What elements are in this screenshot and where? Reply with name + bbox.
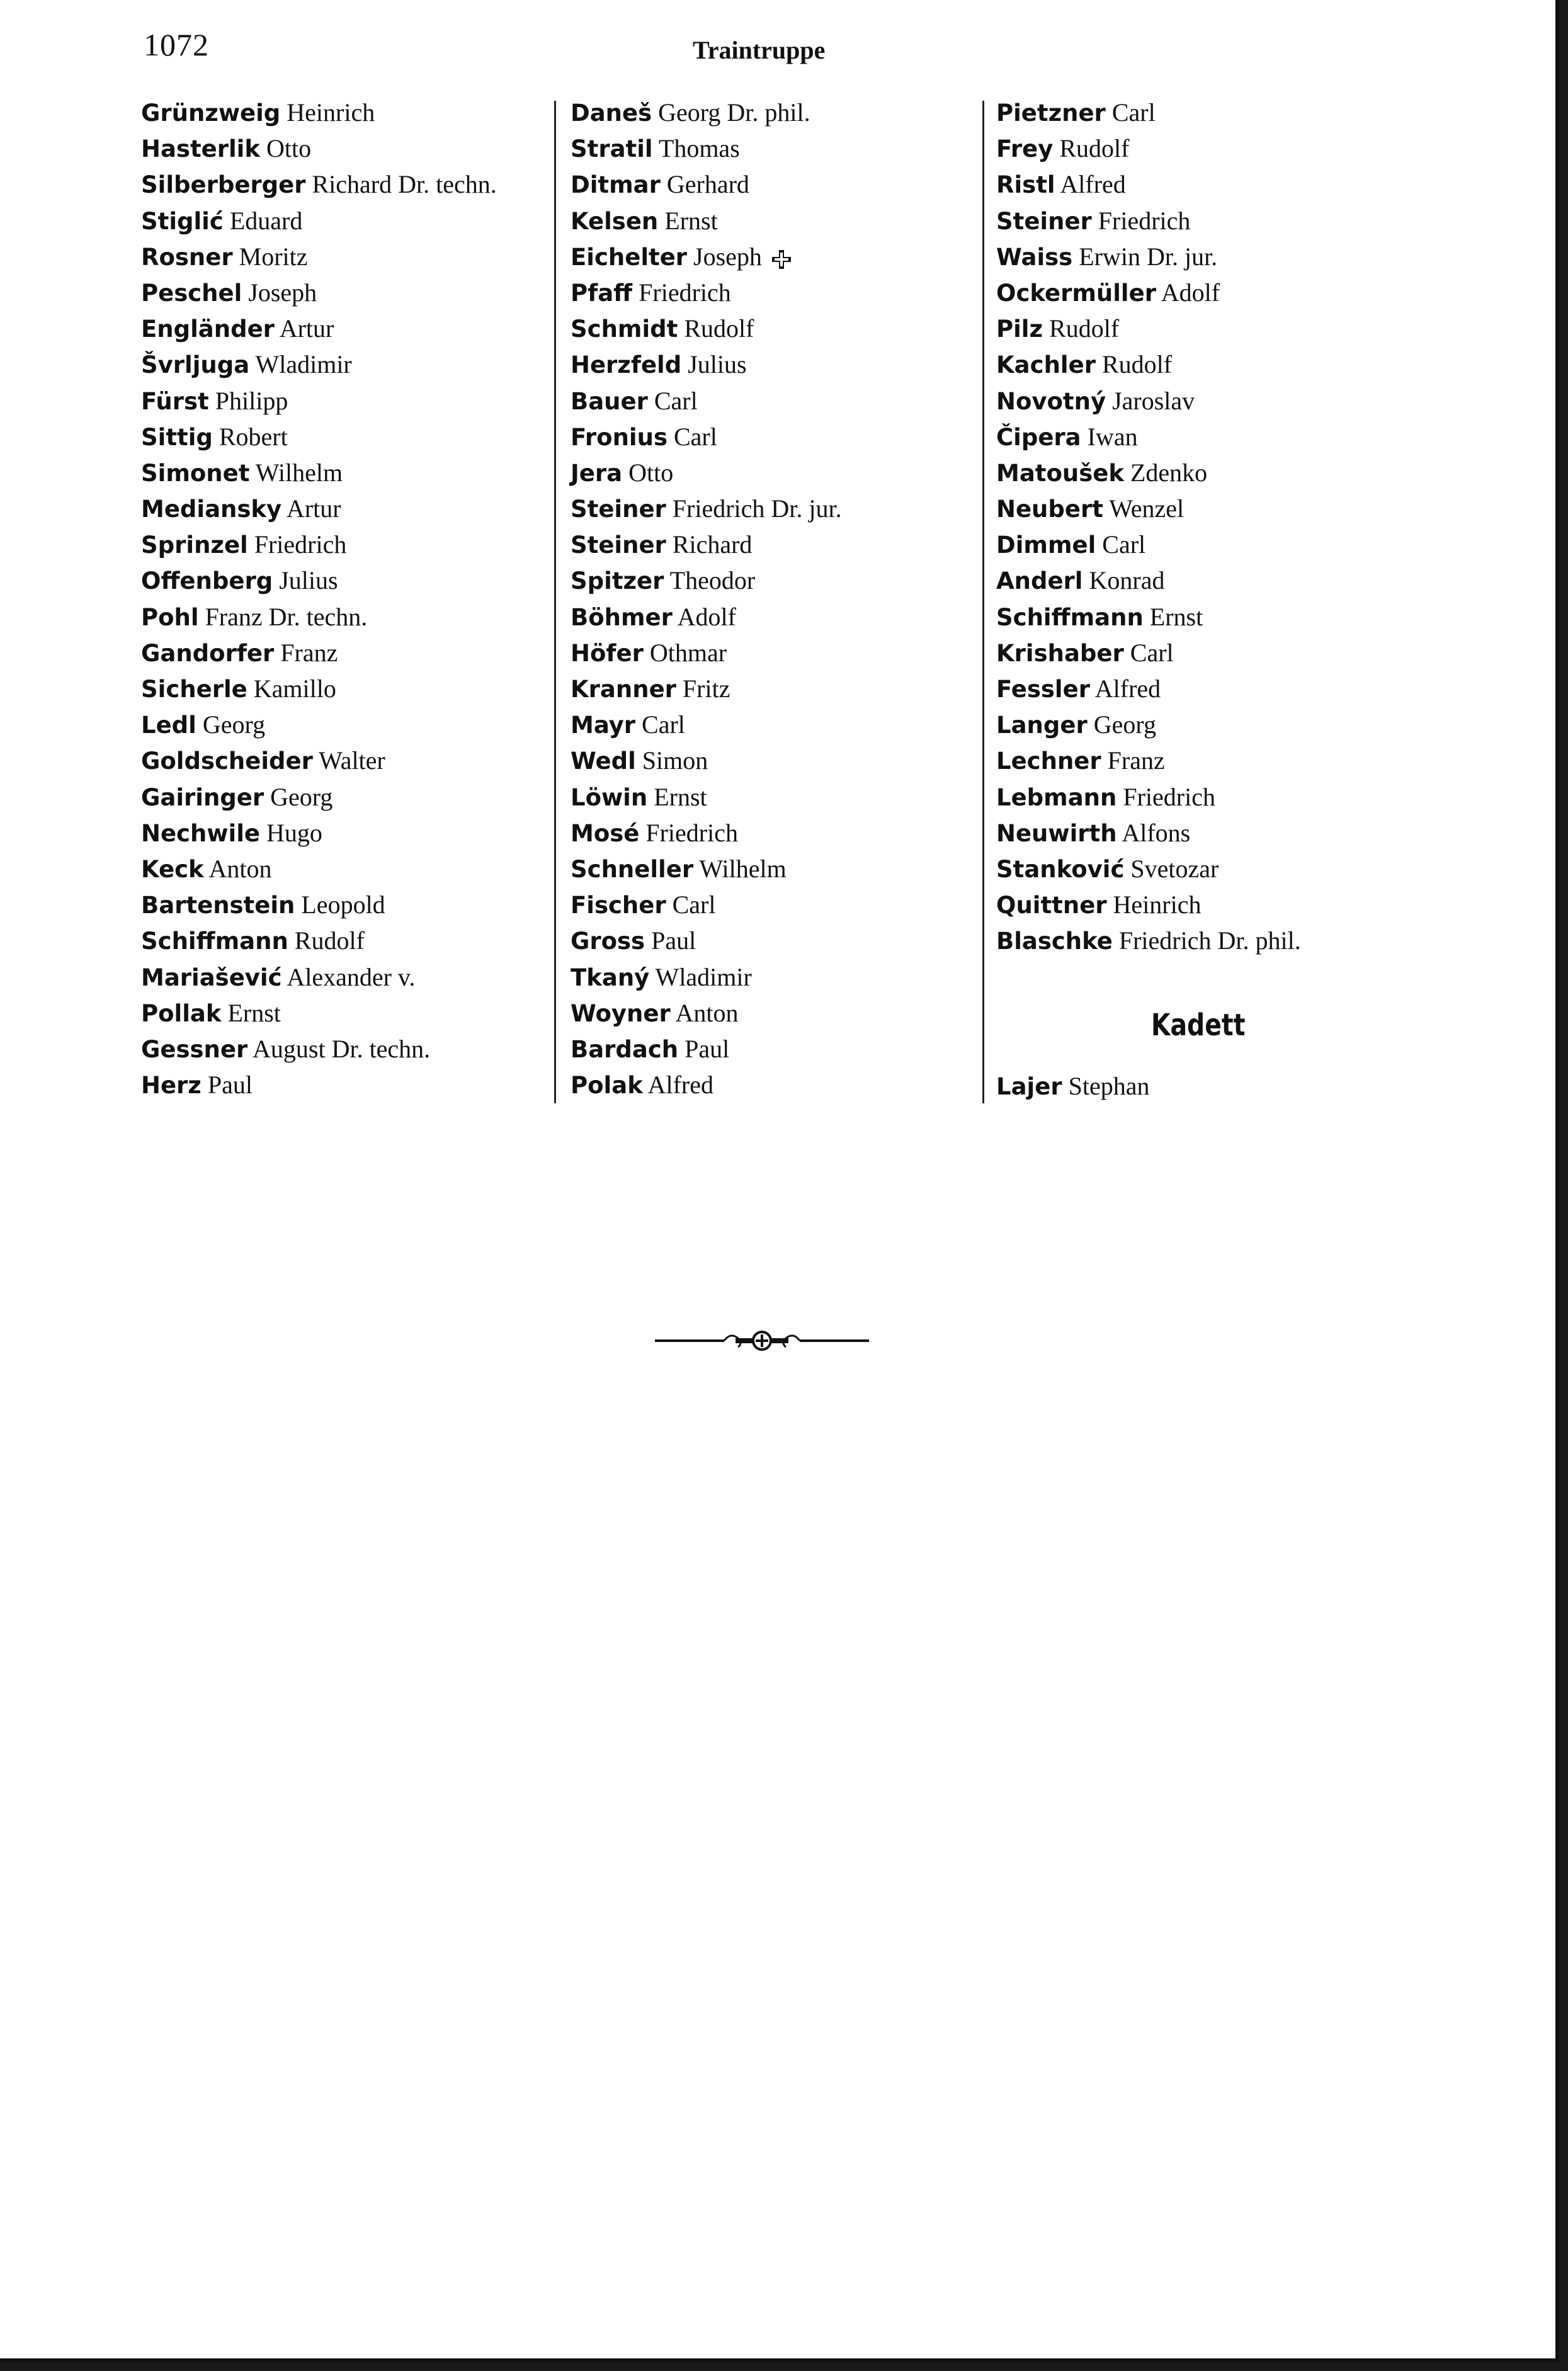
entry-given-name: Wilhelm (249, 458, 343, 487)
entry-given-name: Hugo (259, 818, 322, 847)
name-entry (996, 815, 1399, 851)
entry-surname: Matoušek (996, 459, 1124, 487)
name-entry (996, 491, 1399, 526)
entry-given-name: Rudolf (678, 314, 754, 343)
entry-given-name: Rudolf (1053, 134, 1130, 163)
entry-given-name: Theodor (664, 566, 756, 595)
entry-surname: Mariašević (141, 964, 282, 991)
name-entry (141, 526, 544, 562)
page-number: 1072 (144, 27, 209, 62)
name-entry (571, 166, 974, 202)
entry-given-name: Alfred (642, 1071, 713, 1100)
entry-surname: Kachler (996, 351, 1096, 379)
name-entry (996, 779, 1399, 815)
entry-surname: Stanković (996, 855, 1125, 883)
entry-given-name: Robert (212, 422, 288, 451)
name-entry (571, 1067, 974, 1103)
name-entry (996, 562, 1399, 598)
name-entry (571, 491, 974, 526)
entry-surname: Daneš (571, 100, 652, 127)
name-entry (571, 671, 974, 707)
entry-surname: Schmidt (571, 316, 678, 343)
entry-given-name: Heinrich (1106, 890, 1202, 919)
entry-given-name: Richard Dr. techn. (305, 170, 497, 199)
entry-surname: Jera (571, 459, 623, 487)
entry-surname: Stratil (571, 135, 653, 163)
name-entry (996, 130, 1399, 166)
name-entry (141, 742, 544, 778)
entry-given-name: Wladimir (649, 962, 752, 991)
entry-surname: Ockermüller (996, 279, 1156, 307)
entry-given-name: Carl (647, 386, 698, 415)
entry-surname: Sprinzel (141, 532, 248, 559)
entry-surname: Mosé (571, 819, 640, 847)
entry-given-name: Georg (264, 782, 333, 811)
column-divider-2 (982, 101, 984, 1103)
entry-given-name: Georg (1087, 710, 1156, 739)
entry-given-name: Iwan (1081, 422, 1138, 451)
entry-surname: Steiner (571, 496, 666, 523)
entry-surname: Schiffmann (141, 928, 288, 955)
entry-given-name: Jaroslav (1106, 386, 1195, 415)
name-entry (996, 742, 1399, 778)
name-entry (571, 419, 974, 455)
entry-surname: Offenberg (141, 567, 273, 595)
name-entry (141, 707, 544, 742)
name-entry (141, 275, 544, 310)
name-entry (141, 671, 544, 707)
entry-given-name: Friedrich (639, 818, 738, 847)
column-divider-1 (554, 101, 556, 1103)
entry-given-name: Kamillo (247, 674, 336, 703)
name-entry (996, 275, 1399, 310)
name-entry (141, 1031, 544, 1067)
entry-surname: Pohl (141, 603, 199, 631)
entry-given-name: Anton (203, 854, 272, 883)
name-entry (141, 815, 544, 851)
entry-given-name: Richard (666, 530, 753, 559)
entry-surname: Kranner (571, 676, 676, 703)
entry-surname: Pollak (141, 999, 222, 1027)
entry-given-name: Artur (274, 314, 334, 343)
entry-surname: Lajer (996, 1073, 1062, 1100)
entry-given-name: Alfons (1116, 818, 1191, 847)
name-entry (571, 383, 974, 419)
name-entry (996, 383, 1399, 419)
name-entry (996, 599, 1399, 635)
entry-surname: Mediansky (141, 496, 282, 523)
entry-given-name: Friedrich (632, 278, 731, 307)
entry-surname: Gessner (141, 1035, 248, 1063)
entry-given-name: Artur (281, 494, 341, 523)
name-entry (996, 419, 1399, 455)
name-entry (996, 310, 1399, 346)
entry-given-name: Joseph (242, 278, 317, 307)
entry-given-name: August Dr. techn. (247, 1034, 431, 1063)
entry-given-name: Julius (681, 350, 747, 379)
entry-surname: Peschel (141, 279, 242, 307)
entry-surname: Hasterlik (141, 135, 260, 163)
name-column-2 (571, 94, 974, 1103)
name-entry (996, 635, 1399, 671)
entry-surname: Steiner (996, 207, 1092, 235)
entry-given-name: Rudolf (288, 926, 365, 955)
entry-given-name: Franz Dr. techn. (198, 602, 368, 631)
name-entry (141, 995, 544, 1031)
entry-given-name: Carl (635, 710, 685, 739)
entry-given-name: Georg Dr. phil. (652, 98, 810, 127)
entry-surname: Schneller (571, 855, 694, 883)
entry-surname: Höfer (571, 639, 644, 667)
entry-surname: Gandorfer (141, 639, 275, 667)
name-entry (571, 346, 974, 382)
entry-given-name: Stephan (1062, 1072, 1150, 1100)
name-entry (571, 455, 974, 491)
name-entry (141, 346, 544, 382)
entry-given-name: Friedrich (1116, 782, 1215, 811)
name-entry (571, 203, 974, 239)
entry-surname: Quittner (996, 892, 1107, 919)
entry-surname: Wedl (571, 748, 636, 775)
entry-given-name: Paul (645, 926, 696, 955)
entry-given-name: Franz (1101, 746, 1165, 775)
entry-given-name: Rudolf (1043, 314, 1120, 343)
entry-surname: Neubert (996, 496, 1103, 523)
entry-given-name: Otto (259, 134, 312, 163)
entry-surname: Löwin (571, 783, 648, 811)
name-entry (141, 1067, 544, 1103)
entry-given-name: Rudolf (1095, 350, 1173, 379)
entry-given-name: Ernst (647, 782, 707, 811)
entry-surname: Eichelter (571, 243, 688, 271)
entry-surname: Keck (141, 855, 204, 883)
entry-surname: Ristl (996, 171, 1055, 199)
name-entry (141, 383, 544, 419)
name-entry (571, 887, 974, 923)
entry-given-name: Erwin Dr. jur. (1072, 242, 1218, 271)
name-entry (141, 851, 544, 887)
name-entry (141, 239, 544, 275)
name-entry (996, 851, 1399, 887)
decorative-ornament-icon (655, 1325, 869, 1356)
entry-surname: Nechwile (141, 819, 260, 847)
entry-given-name: Friedrich Dr. jur. (666, 494, 842, 523)
name-entry (571, 959, 974, 995)
name-entry (571, 130, 974, 166)
entry-surname: Neuwirth (996, 819, 1117, 847)
entry-surname: Fürst (141, 387, 209, 415)
entry-given-name: Friedrich (1091, 206, 1191, 235)
section-heading-kadett: Kadett (1151, 1008, 1246, 1043)
entry-surname: Sittig (141, 423, 213, 451)
name-entry (141, 130, 544, 166)
name-entry (996, 671, 1399, 707)
entry-given-name: Walter (312, 746, 385, 775)
name-entry (141, 635, 544, 671)
entry-given-name: Carl (1123, 638, 1174, 667)
name-entry (141, 455, 544, 491)
entry-given-name: Ernst (221, 998, 281, 1027)
entry-surname: Švrljuga (141, 351, 250, 379)
entry-surname: Mayr (571, 712, 636, 739)
entry-surname: Ledl (141, 712, 196, 739)
entry-surname: Fessler (996, 676, 1090, 703)
name-entry (996, 94, 1399, 130)
entry-given-name: Adolf (672, 602, 736, 631)
entry-given-name: Carl (667, 422, 717, 451)
name-entry (571, 1031, 974, 1067)
name-entry (996, 707, 1399, 742)
entry-surname: Bartenstein (141, 892, 295, 919)
entry-surname: Kelsen (571, 207, 659, 235)
name-entry (996, 887, 1399, 923)
entry-given-name: Adolf (1156, 278, 1220, 307)
entry-surname: Herz (141, 1072, 202, 1100)
entry-given-name: Konrad (1082, 566, 1165, 595)
entry-surname: Anderl (996, 567, 1083, 595)
name-column-3 (996, 94, 1399, 959)
name-entry (571, 310, 974, 346)
entry-surname: Steiner (571, 532, 666, 559)
name-entry (571, 526, 974, 562)
name-entry (141, 491, 544, 526)
entry-surname: Gairinger (141, 783, 264, 811)
entry-surname: Waiss (996, 243, 1073, 271)
entry-surname: Bauer (571, 387, 648, 415)
name-entry (141, 203, 544, 239)
entry-given-name: Moritz (232, 242, 308, 271)
name-entry (571, 815, 974, 851)
page-title: Traintruppe (693, 36, 826, 64)
entry-given-name: Joseph (687, 242, 762, 271)
entry-surname: Woyner (571, 999, 671, 1027)
entry-given-name: Georg (196, 710, 266, 739)
entry-surname: Langer (996, 712, 1088, 739)
kadett-entry (996, 1068, 1149, 1104)
name-entry (571, 599, 974, 635)
entry-given-name: Simon (635, 746, 708, 775)
entry-given-name: Othmar (643, 638, 727, 667)
entry-surname: Čipera (996, 423, 1081, 451)
entry-surname: Böhmer (571, 603, 673, 631)
name-entry (571, 923, 974, 958)
entry-given-name: Paul (678, 1034, 730, 1063)
entry-given-name: Alfred (1055, 170, 1126, 199)
name-column-1 (141, 94, 544, 1103)
name-entry (141, 959, 544, 995)
entry-surname: Spitzer (571, 567, 664, 595)
entry-given-name: Thomas (652, 134, 740, 163)
name-entry (571, 239, 974, 275)
name-entry (571, 707, 974, 742)
name-entry (141, 599, 544, 635)
entry-given-name: Ernst (1143, 602, 1203, 631)
entry-given-name: Paul (201, 1071, 253, 1100)
name-entry (141, 419, 544, 455)
entry-given-name: Heinrich (280, 98, 375, 127)
entry-surname: Engländer (141, 316, 275, 343)
entry-given-name: Anton (670, 998, 739, 1027)
entry-given-name: Eduard (223, 206, 303, 235)
name-entry (141, 779, 544, 815)
name-entry (141, 562, 544, 598)
name-entry (571, 779, 974, 815)
entry-surname: Grünzweig (141, 100, 281, 127)
entry-given-name: Fritz (676, 674, 730, 703)
name-entry (996, 526, 1399, 562)
entry-surname: Fischer (571, 892, 666, 919)
entry-surname: Rosner (141, 243, 233, 271)
cross-icon (771, 249, 792, 270)
name-entry (571, 742, 974, 778)
entry-given-name: Friedrich Dr. phil. (1112, 926, 1301, 955)
entry-given-name: Alfred (1089, 674, 1161, 703)
entry-surname: Pietzner (996, 100, 1106, 127)
entry-given-name: Julius (273, 566, 338, 595)
entry-given-name: Carl (666, 890, 716, 919)
name-entry (141, 923, 544, 958)
entry-surname: Polak (571, 1072, 643, 1100)
name-entry (996, 346, 1399, 382)
entry-surname: Krishaber (996, 639, 1124, 667)
name-entry (996, 923, 1399, 958)
entry-given-name: Ernst (658, 206, 718, 235)
entry-surname: Stiglić (141, 207, 224, 235)
entry-surname: Schiffmann (996, 603, 1144, 631)
entry-given-name: Alexander v. (281, 962, 416, 991)
name-entry (571, 275, 974, 310)
entry-surname: Sicherle (141, 676, 247, 703)
entry-given-name: Carl (1096, 530, 1146, 559)
entry-surname: Herzfeld (571, 351, 682, 379)
entry-surname: Fronius (571, 423, 668, 451)
entry-surname: Simonet (141, 459, 250, 487)
entry-given-name: Franz (274, 638, 338, 667)
entry-given-name: Wenzel (1103, 494, 1185, 523)
name-entry (996, 203, 1399, 239)
name-entry (141, 887, 544, 923)
entry-surname: Goldscheider (141, 748, 313, 775)
name-entry (996, 166, 1399, 202)
entry-given-name: Otto (622, 458, 674, 487)
name-entry (571, 635, 974, 671)
name-entry (996, 455, 1399, 491)
name-entry (141, 94, 544, 130)
entry-given-name: Friedrich (247, 530, 347, 559)
entry-surname: Bardach (571, 1035, 679, 1063)
entry-given-name: Svetozar (1124, 854, 1219, 883)
name-entry (141, 166, 544, 202)
name-entry (571, 995, 974, 1031)
entry-surname: Lechner (996, 748, 1101, 775)
entry-given-name: Zdenko (1123, 458, 1208, 487)
entry-surname: Pfaff (571, 279, 633, 307)
entry-surname: Frey (996, 135, 1054, 163)
entry-surname: Ditmar (571, 171, 661, 199)
entry-given-name: Leopold (295, 890, 385, 919)
entry-given-name: Philipp (208, 386, 288, 415)
entry-surname: Gross (571, 928, 645, 955)
entry-surname: Silberberger (141, 171, 306, 199)
name-entry (141, 310, 544, 346)
name-entry (571, 851, 974, 887)
entry-surname: Novotný (996, 387, 1106, 415)
name-entry (996, 239, 1399, 275)
entry-surname: Tkaný (571, 964, 650, 991)
entry-surname: Dimmel (996, 532, 1096, 559)
entry-given-name: Gerhard (660, 170, 749, 199)
entry-surname: Blaschke (996, 928, 1113, 955)
entry-given-name: Carl (1105, 98, 1156, 127)
name-entry (571, 562, 974, 598)
name-entry (571, 94, 974, 130)
entry-surname: Pilz (996, 316, 1043, 343)
entry-given-name: Wladimir (249, 350, 352, 379)
entry-given-name: Wilhelm (693, 854, 787, 883)
entry-surname: Lebmann (996, 783, 1117, 811)
